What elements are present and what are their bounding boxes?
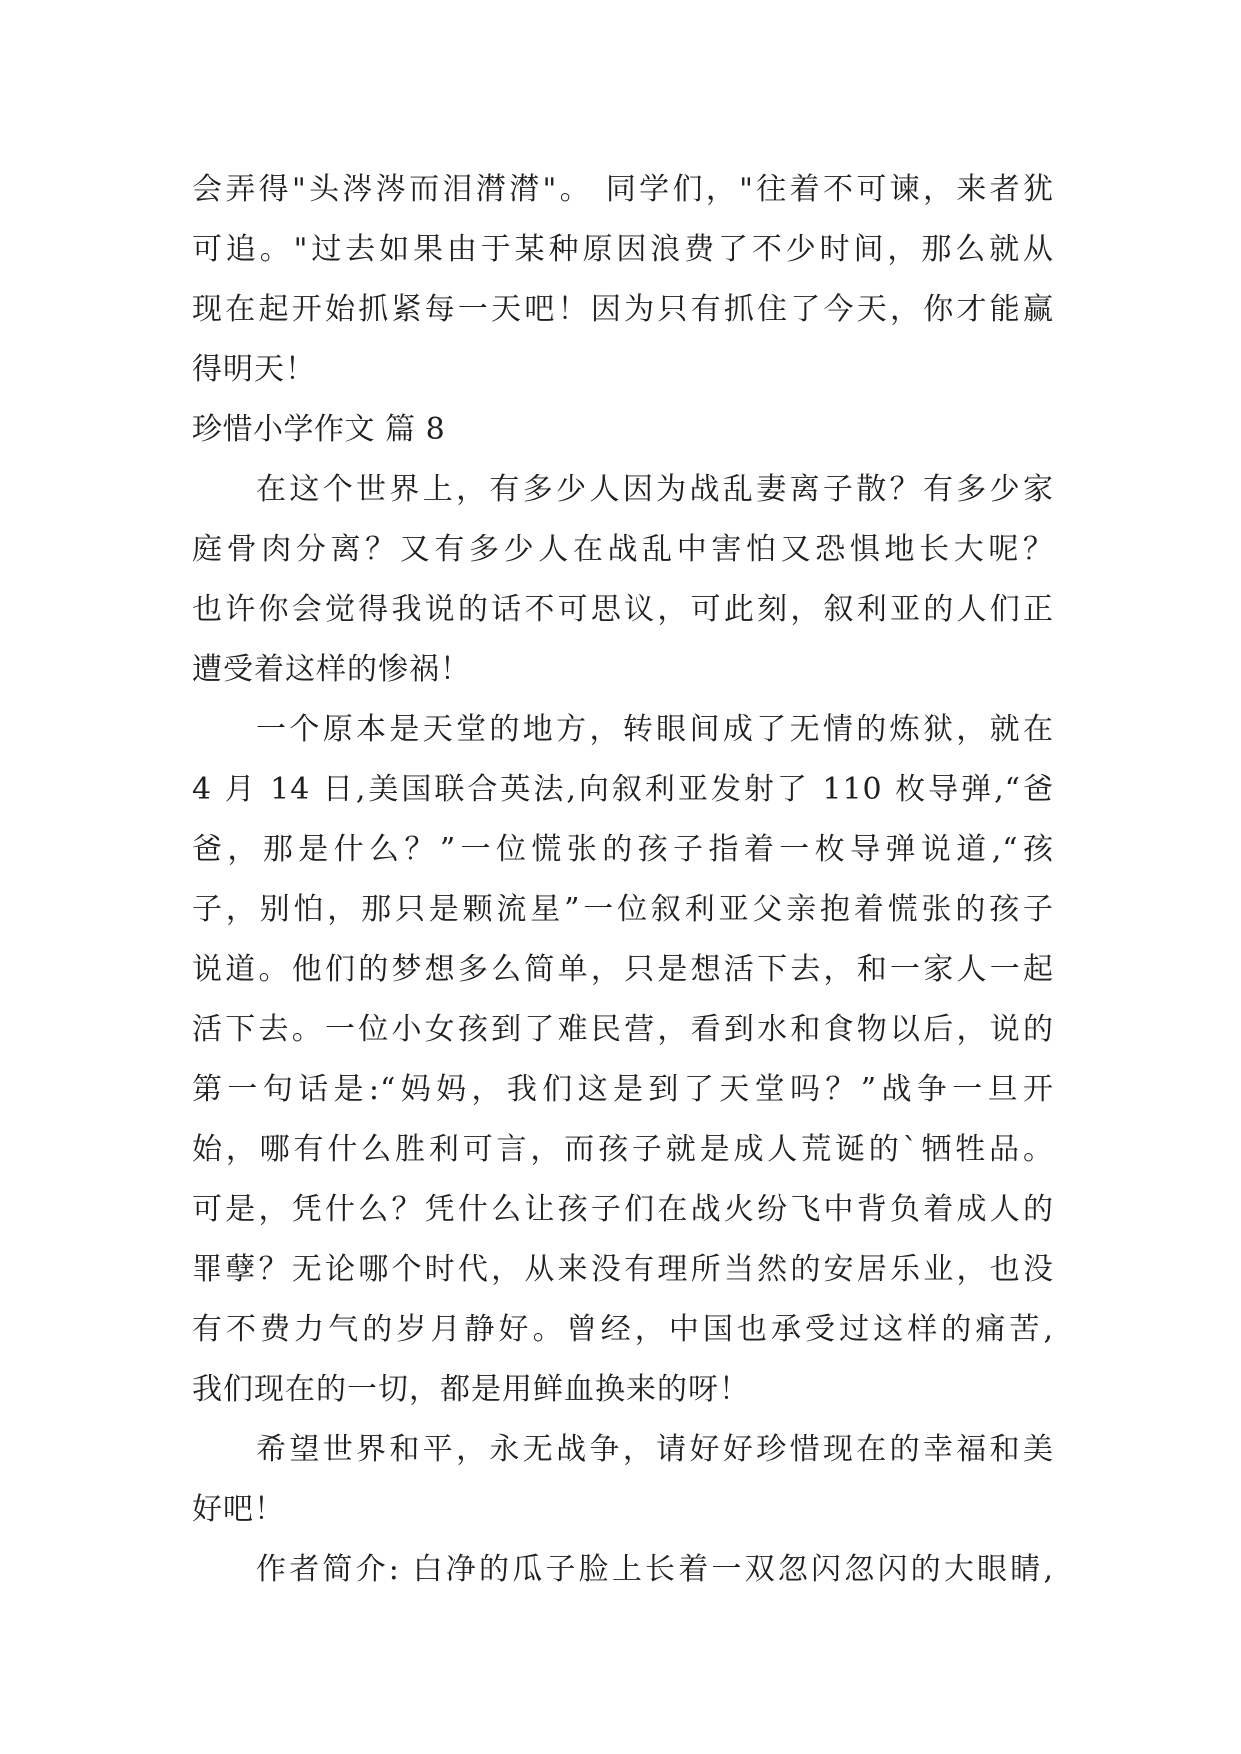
text-line: 得明天！ [192, 352, 316, 387]
text-line: 第一句话是:“妈妈，我们这是到了天堂吗？”战争一旦开 [192, 1072, 1054, 1107]
section-heading: 珍惜小学作文 篇 8 [192, 412, 446, 447]
text-line: 说道。他们的梦想多么简单，只是想活下去，和一家人一起 [192, 952, 1054, 987]
document-body [192, 160, 1054, 1600]
text-line: 罪孽？无论哪个时代，从来没有理所当然的安居乐业，也没 [192, 1252, 1054, 1287]
text-line: 我们现在的一切，都是用鲜血换来的呀！ [192, 1372, 750, 1407]
text-line: 庭骨肉分离？又有多少人在战乱中害怕又恐惧地长大呢？ [192, 532, 1054, 567]
text-line: 在这个世界上，有多少人因为战乱妻离子散？有多少家 [256, 472, 1054, 507]
text-line: 也许你会觉得我说的话不可思议，可此刻，叙利亚的人们正 [192, 592, 1054, 627]
text-line: 子，别怕，那只是颗流星”一位叙利亚父亲抱着慌张的孩子 [192, 892, 1054, 927]
text-line: 现在起开始抓紧每一天吧！因为只有抓住了今天，你才能赢 [192, 292, 1054, 327]
text-line: 爸，那是什么？”一位慌张的孩子指着一枚导弹说道,“孩 [192, 832, 1054, 867]
text-line: 可追。"过去如果由于某种原因浪费了不少时间，那么就从 [192, 232, 1054, 267]
text-line: 有不费力气的岁月静好。曾经，中国也承受过这样的痛苦, [192, 1312, 1054, 1347]
text-line: 活下去。一位小女孩到了难民营，看到水和食物以后，说的 [192, 1012, 1054, 1047]
text-line: 遭受着这样的惨祸！ [192, 652, 471, 687]
text-line: 4 月 14 日,美国联合英法,向叙利亚发射了 110 枚导弹,“爸 [192, 772, 1054, 807]
text-line: 可是，凭什么？凭什么让孩子们在战火纷飞中背负着成人的 [192, 1192, 1054, 1227]
text-line: 好吧！ [192, 1492, 285, 1527]
text-line: 一个原本是天堂的地方，转眼间成了无情的炼狱，就在 [256, 712, 1054, 747]
text-line: 作者简介: 白净的瓜子脸上长着一双忽闪忽闪的大眼睛, [256, 1552, 1054, 1587]
text-line: 始，哪有什么胜利可言，而孩子就是成人荒诞的`牺牲品。 [192, 1132, 1054, 1167]
text-line: 会弄得"头涔涔而泪潸潸"。 同学们，"往着不可谏，来者犹 [192, 172, 1054, 207]
text-line: 希望世界和平，永无战争，请好好珍惜现在的幸福和美 [256, 1432, 1054, 1467]
